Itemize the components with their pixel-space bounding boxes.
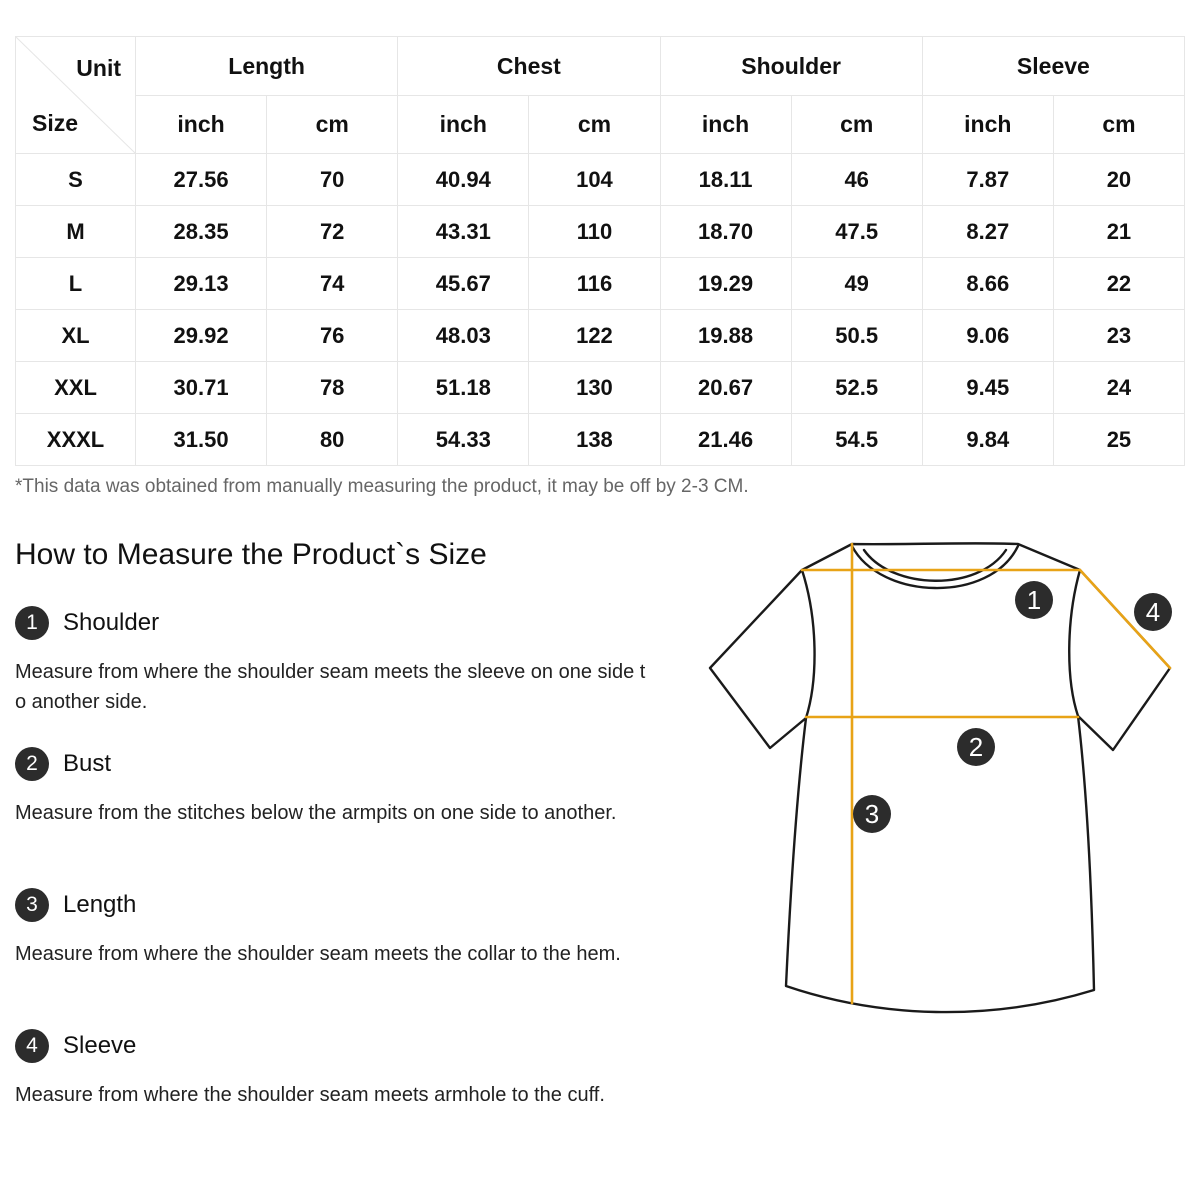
group-header-chest: Chest — [398, 37, 660, 96]
table-cell: 24 — [1053, 362, 1184, 414]
number-badge-icon: 3 — [15, 888, 49, 922]
marker-1 — [1015, 581, 1053, 619]
unit-header: inch — [922, 96, 1053, 154]
table-cell: 45.67 — [398, 258, 529, 310]
table-cell: 43.31 — [398, 206, 529, 258]
table-corner-cell — [16, 37, 136, 154]
unit-header: cm — [1053, 96, 1184, 154]
table-cell: 30.71 — [136, 362, 267, 414]
table-cell: 74 — [267, 258, 398, 310]
table-cell: 21.46 — [660, 414, 791, 466]
tshirt-diagram — [700, 530, 1190, 1030]
table-cell: 54.5 — [791, 414, 922, 466]
table-unit-header-row — [16, 96, 1185, 154]
table-cell: 52.5 — [791, 362, 922, 414]
table-row — [16, 206, 1185, 258]
number-badge-icon: 2 — [15, 747, 49, 781]
number-badge-icon: 4 — [15, 1029, 49, 1063]
table-cell: 70 — [267, 154, 398, 206]
size-label-cell: S — [16, 154, 136, 206]
table-cell: 28.35 — [136, 206, 267, 258]
unit-header: inch — [398, 96, 529, 154]
tshirt-left-armhole — [802, 570, 815, 718]
step-description: Measure from where the shoulder seam meets the collar to the hem. — [15, 943, 621, 965]
marker-2 — [957, 728, 995, 766]
table-cell: 138 — [529, 414, 660, 466]
corner-unit-label: Unit — [76, 55, 121, 81]
group-header-sleeve: Sleeve — [922, 37, 1184, 96]
step-description: Measure from where the shoulder seam meets the sleeve on one side to another side. — [15, 661, 646, 713]
table-cell: 40.94 — [398, 154, 529, 206]
table-cell: 31.50 — [136, 414, 267, 466]
tshirt-right-armhole — [1069, 570, 1080, 716]
table-cell: 78 — [267, 362, 398, 414]
table-cell: 29.13 — [136, 258, 267, 310]
table-cell: 49 — [791, 258, 922, 310]
table-cell: 8.27 — [922, 206, 1053, 258]
step-shoulder — [15, 605, 655, 717]
table-cell: 9.84 — [922, 414, 1053, 466]
size-label-cell: L — [16, 258, 136, 310]
svg-text:4: 4 — [1145, 597, 1161, 627]
table-cell: 50.5 — [791, 310, 922, 362]
size-label-cell: M — [16, 206, 136, 258]
size-label-cell: XL — [16, 310, 136, 362]
size-chart-table — [15, 36, 1185, 466]
table-cell: 76 — [267, 310, 398, 362]
measurement-note: *This data was obtained from manually measuring the product, it may be off by 2-3 CM. — [15, 476, 749, 497]
table-row — [16, 310, 1185, 362]
group-header-length: Length — [136, 37, 398, 96]
step-name: Bust — [63, 750, 112, 777]
marker-4 — [1134, 593, 1172, 631]
table-cell: 27.56 — [136, 154, 267, 206]
table-cell: 8.66 — [922, 258, 1053, 310]
table-group-header-row — [16, 37, 1185, 96]
table-row — [16, 258, 1185, 310]
table-cell: 18.11 — [660, 154, 791, 206]
table-cell: 47.5 — [791, 206, 922, 258]
size-label-cell: XXL — [16, 362, 136, 414]
table-cell: 122 — [529, 310, 660, 362]
table-cell: 20 — [1053, 154, 1184, 206]
table-cell: 9.06 — [922, 310, 1053, 362]
table-cell: 23 — [1053, 310, 1184, 362]
svg-text:1: 1 — [1026, 585, 1042, 615]
step-name: Sleeve — [63, 1032, 137, 1059]
step-description: Measure from the stitches below the armpits on one side to another. — [15, 802, 617, 824]
table-cell: 46 — [791, 154, 922, 206]
unit-header: inch — [660, 96, 791, 154]
group-header-shoulder: Shoulder — [660, 37, 922, 96]
table-cell: 104 — [529, 154, 660, 206]
table-row — [16, 414, 1185, 466]
step-length — [15, 887, 655, 969]
table-cell: 72 — [267, 206, 398, 258]
number-badge-icon: 1 — [15, 606, 49, 640]
step-bust — [15, 746, 655, 828]
unit-header: inch — [136, 96, 267, 154]
table-cell: 19.88 — [660, 310, 791, 362]
table-cell: 21 — [1053, 206, 1184, 258]
table-cell: 18.70 — [660, 206, 791, 258]
table-cell: 25 — [1053, 414, 1184, 466]
table-row — [16, 362, 1185, 414]
size-label-cell: XXXL — [16, 414, 136, 466]
table-cell: 29.92 — [136, 310, 267, 362]
svg-text:3: 3 — [864, 799, 880, 829]
table-cell: 19.29 — [660, 258, 791, 310]
unit-header: cm — [791, 96, 922, 154]
corner-size-label: Size — [32, 110, 79, 136]
unit-header: cm — [529, 96, 660, 154]
svg-text:2: 2 — [968, 732, 984, 762]
table-cell: 9.45 — [922, 362, 1053, 414]
table-cell: 130 — [529, 362, 660, 414]
marker-3 — [853, 795, 891, 833]
step-name: Length — [63, 891, 137, 918]
table-cell: 110 — [529, 206, 660, 258]
step-name: Shoulder — [63, 609, 160, 636]
table-cell: 48.03 — [398, 310, 529, 362]
step-description: Measure from where the shoulder seam meets armhole to the cuff. — [15, 1084, 605, 1106]
guide-title: How to Measure the Product`s Size — [15, 538, 487, 571]
table-cell: 116 — [529, 258, 660, 310]
table-cell: 22 — [1053, 258, 1184, 310]
table-cell: 80 — [267, 414, 398, 466]
table-row — [16, 154, 1185, 206]
table-cell: 20.67 — [660, 362, 791, 414]
tshirt-outline — [710, 543, 1170, 1012]
unit-header: cm — [267, 96, 398, 154]
table-cell: 54.33 — [398, 414, 529, 466]
table-cell: 7.87 — [922, 154, 1053, 206]
step-sleeve — [15, 1028, 655, 1110]
table-cell: 51.18 — [398, 362, 529, 414]
